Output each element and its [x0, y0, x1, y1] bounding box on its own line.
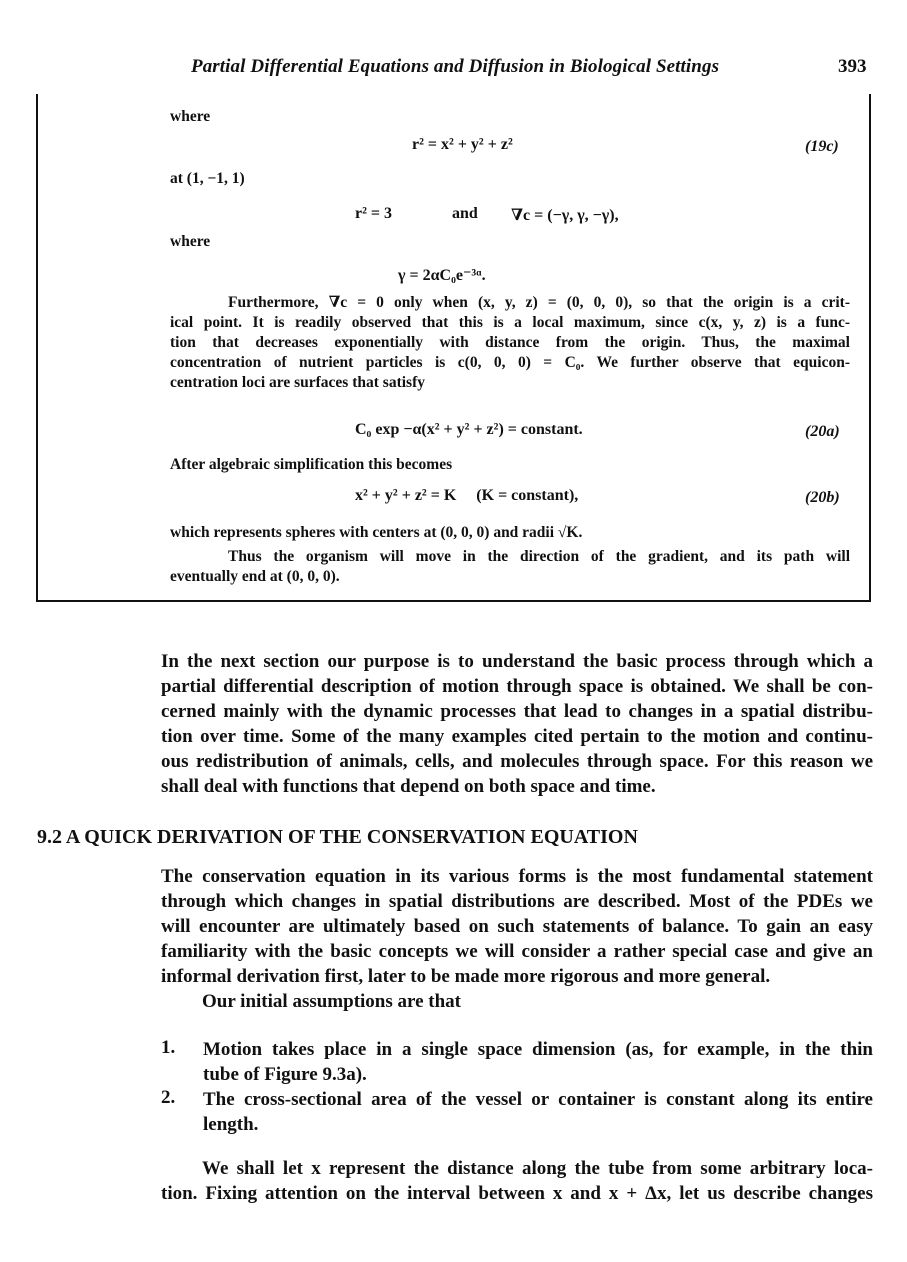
equation-gradient: ∇c = (−γ, γ, −γ),	[511, 207, 619, 224]
text-line: concentration of nutrient particles is c(0, 0, 0) = C₀. We further observe that equicon-	[170, 354, 850, 371]
text-line: Motion takes place in a single space dimension (as, for example, in the thin	[203, 1039, 873, 1060]
text-line: tube of Figure 9.3a).	[203, 1064, 367, 1085]
text-line: Furthermore, ∇c = 0 only when (x, y, z) = (0, 0, 0), so that the origin is a crit-	[228, 294, 850, 311]
spheres-text: which represents spheres with centers at (0, 0, 0) and radii √K.	[170, 524, 583, 541]
text-line: The conservation equation in its various forms is the most fundamental statement	[161, 866, 873, 887]
text-line: informal derivation first, later to be made more rigorous and more general.	[161, 966, 771, 987]
where-label-1: where	[170, 108, 211, 125]
text-line: through which changes in spatial distributions are described. Most of the PDEs we	[161, 891, 873, 912]
final-paragraph	[161, 1156, 873, 1206]
equation-20b-label: (20b)	[805, 489, 840, 506]
text-line: will encounter are ultimately based on such statements of balance. To gain an easy	[161, 916, 873, 937]
section-heading: 9.2 A QUICK DERIVATION OF THE CONSERVATION EQUATION	[37, 826, 638, 848]
text-line: partial differential description of motion through space is obtained. We shall be con-	[161, 676, 873, 697]
text-line: The cross-sectional area of the vessel or container is constant along its entire	[203, 1089, 873, 1110]
text-line: familiarity with the basic concepts we will consider a rather special case and give an	[161, 941, 873, 962]
equation-gamma: γ = 2αC₀e⁻³ᵅ.	[398, 267, 486, 284]
text-line: eventually end at (0, 0, 0).	[170, 568, 340, 585]
equation-20a: C₀ exp −α(x² + y² + z²) = constant.	[355, 421, 583, 438]
text-line: Thus the organism will move in the direction of the gradient, and its path will	[228, 548, 850, 565]
text-line: We shall let x represent the distance along the tube from some arbitrary loca-	[202, 1158, 873, 1179]
intro-paragraph	[161, 649, 873, 799]
box-paragraph-1	[170, 293, 850, 393]
text-line: centration loci are surfaces that satisfy	[170, 374, 425, 391]
equation-19c: r² = x² + y² + z²	[412, 136, 513, 153]
text-line: tion. Fixing attention on the interval between x and x + Δx, let us describe changes	[161, 1183, 873, 1204]
equation-r-squared: r² = 3	[355, 205, 393, 222]
list-item-1	[203, 1037, 873, 1087]
text-line: cerned mainly with the dynamic processes that lead to changes in a spatial distribu-	[161, 701, 873, 722]
equation-19c-label: (19c)	[805, 138, 839, 155]
text-line: tion over time. Some of the many examples cited pertain to the motion and continu-	[161, 726, 873, 747]
text-line: length.	[203, 1114, 259, 1135]
assumptions-intro: Our initial assumptions are that	[202, 991, 462, 1012]
text-line: ical point. It is readily observed that this is a local maximum, since c(x, y, z) is a func-	[170, 314, 850, 331]
equation-and: and	[452, 205, 478, 222]
section-paragraph-1	[161, 864, 873, 1014]
page-number: 393	[838, 56, 867, 77]
after-simplification-text: After algebraic simplification this becomes	[170, 456, 453, 473]
at-point-label: at (1, −1, 1)	[170, 170, 245, 187]
list-item-2-number: 2.	[161, 1087, 176, 1108]
box-paragraph-2	[170, 547, 850, 587]
where-label-2: where	[170, 233, 211, 250]
text-line: In the next section our purpose is to understand the basic process through which a	[161, 651, 873, 672]
text-line: shall deal with functions that depend on both space and time.	[161, 776, 656, 797]
text-line: tion that decreases exponentially with distance from the origin. Thus, the maximal	[170, 334, 850, 351]
equation-20a-label: (20a)	[805, 423, 840, 440]
running-title: Partial Differential Equations and Diffusion in Biological Settings	[191, 56, 720, 77]
list-item-2	[203, 1087, 873, 1137]
equation-20b: x² + y² + z² = K (K = constant),	[355, 487, 579, 504]
list-item-1-number: 1.	[161, 1037, 176, 1058]
text-line: ous redistribution of animals, cells, and molecules through space. For this reason we	[161, 751, 873, 772]
